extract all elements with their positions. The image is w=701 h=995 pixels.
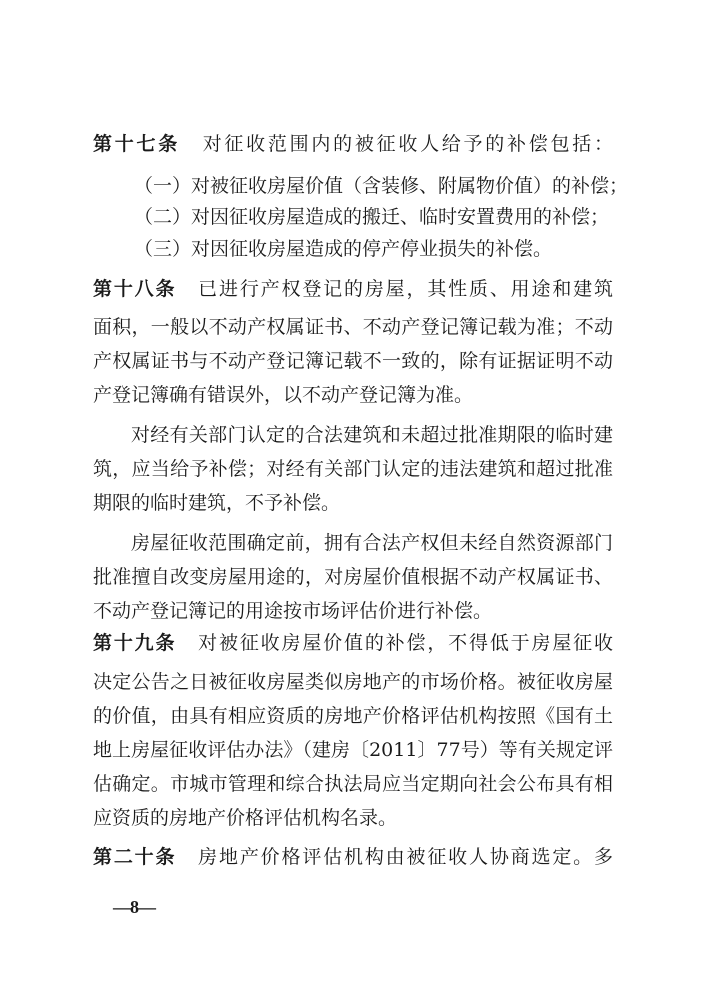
article-18-p2-line-1: 对经有关部门认定的合法建筑和未超过批准期限的临时建 [131, 424, 613, 446]
article-20-line-1 [93, 845, 613, 869]
article-19-line-3: 的价值，由具有相应资质的房地产价格评估机构按照《国有土 [93, 705, 613, 727]
article-17-text: 对征收范围内的被征收人给予的补偿包括： [199, 133, 613, 155]
article-18-p3-line-2: 批准擅自改变房屋用途的，对房屋价值根据不动产权属证书、 [93, 566, 613, 588]
article-18-line-3: 产权属证书与不动产登记簿记载不一致的，除有证据证明不动 [93, 350, 613, 372]
article-18-line-2: 面积，一般以不动产权属证书、不动产登记簿记载为准；不动 [93, 316, 613, 338]
article-18-p2-line-3: 期限的临时建筑，不予补偿。 [93, 492, 341, 514]
article-18-p2-line-2: 筑，应当给予补偿；对经有关部门认定的违法建筑和超过批准 [93, 458, 613, 480]
article-19-text: 对被征收房屋价值的补偿，不得低于房屋征收 [196, 632, 613, 654]
page-number: —8— [113, 897, 155, 917]
article-19-line-4: 地上房屋征收评估办法》（建房〔2011〕77号）等有关规定评 [93, 739, 613, 761]
article-17-item-2: （二）对因征收房屋造成的搬迁、临时安置费用的补偿； [134, 206, 610, 228]
article-18-line-1 [93, 277, 613, 301]
article-18-text: 已进行产权登记的房屋，其性质、用途和建筑 [196, 278, 613, 300]
article-18-p3-line-1: 房屋征收范围确定前，拥有合法产权但未经自然资源部门 [131, 532, 613, 554]
article-19-line-1 [93, 631, 613, 655]
article-19-line-5: 估确定。市城市管理和综合执法局应当定期向社会公布具有相 [93, 773, 613, 795]
article-20-text: 房地产价格评估机构由被征收人协商选定。多 [196, 846, 613, 868]
article-17-item-3: （三）对因征收房屋造成的停产停业损失的补偿。 [134, 238, 553, 260]
article-17-item-1: （一）对被征收房屋价值（含装修、附属物价值）的补偿； [134, 175, 629, 197]
article-19-heading: 第十九条 [93, 632, 177, 654]
article-18-p3-line-3: 不动产登记簿记的用途按市场评估价进行补偿。 [93, 600, 493, 622]
article-18-line-4: 产登记簿确有错误外，以不动产登记簿为准。 [93, 384, 474, 406]
article-19-line-2: 决定公告之日被征收房屋类似房地产的市场价格。被征收房屋 [93, 671, 613, 693]
article-19-line-6: 应资质的房地产价格评估机构名录。 [93, 807, 398, 829]
article-20-heading: 第二十条 [93, 846, 177, 868]
article-18-heading: 第十八条 [93, 278, 177, 300]
article-17-line-1 [93, 132, 613, 156]
article-17-heading: 第十七条 [93, 133, 180, 155]
